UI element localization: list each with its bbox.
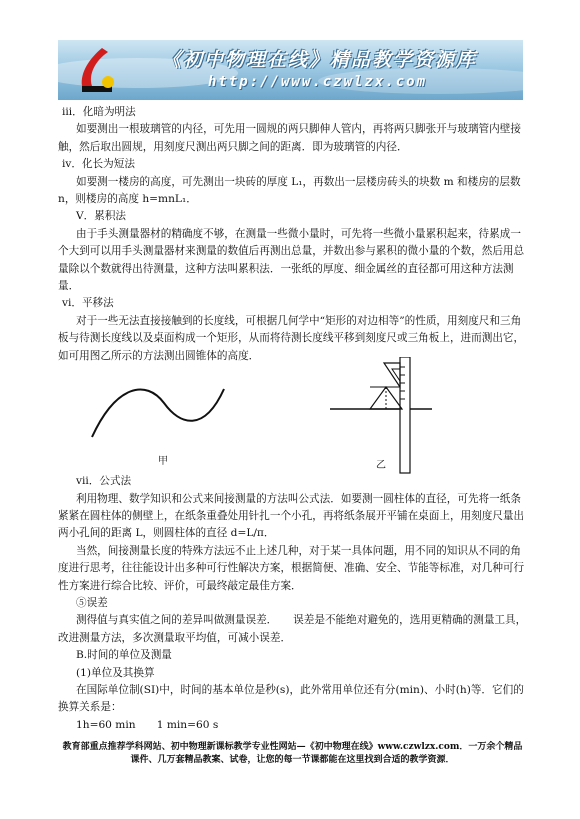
document-body (58, 104, 528, 734)
paragraph: 当然，间接测量长度的特殊方法远不止上述几种，对于某一具体问题，用不同的知识从不同的角度进行思考，往往能设计出多种可行性解决方案，根据简便、准确、安全、节能等标准，对几种可行性方案进行综合比较、评价，可最终敲定最佳方案． (58, 544, 525, 592)
figure-jia (88, 379, 228, 449)
paragraph: 如要测出一根玻璃管的内径，可先用一圆规的两只脚伸人管内，再将两只脚张开与玻璃管内壁接触，然后取出圆规，用刻度尺测出两只脚之间的距离．即为玻璃管的内径． (58, 123, 521, 153)
section-heading: vii．公式法 (76, 475, 132, 488)
section-heading: B.时间的单位及测量 (76, 649, 172, 662)
section-heading: V．累积法 (76, 210, 127, 223)
site-logo-icon (72, 46, 122, 96)
subsection-heading: (1)单位及其换算 (76, 666, 155, 679)
paragraph: 如要测一楼房的高度，可先测出一块砖的厚度 L₁，再数出一层楼房砖头的块数 m 和楼房的层数 n，则楼房的高度 h=mnL₁． (58, 175, 521, 206)
section-heading: ⑤误差 (76, 596, 108, 609)
banner-title: 《初中物理在线》精品教学资源库 (162, 49, 478, 71)
footer-line: 教育部重点推荐学科网站、初中物理新课标教学专业性网站—《初中物理在线》www.czwlzx.com．一万余个精品 (62, 742, 523, 752)
section-heading: iv．化长为短法 (62, 158, 135, 171)
figures (58, 365, 528, 473)
page-footer (40, 741, 545, 767)
figure-jia-label: 甲 (158, 456, 168, 468)
section-heading: vi．平移法 (62, 297, 114, 310)
paragraph: 对于一些无法直接接触到的长度线，可根据几何学中“矩形的对边相等”的性质，用刻度尺和三角板与待测长度线以及桌面构成一个矩形，从而将待测长度线平移到刻度尺或三角板上，进而测出它，如可用图乙所示的方法测出圆锥体的高度． (58, 314, 525, 362)
banner-url: http://www.czwlzx.com (208, 74, 428, 90)
formula: 1h=60 min 1 min=60 s (76, 718, 219, 731)
site-banner (58, 40, 523, 100)
figure-yi-label: 乙 (376, 460, 386, 472)
paragraph: 在国际单位制(SI)中，时间的基本单位是秒(s)，此外常用单位还有分(min)、小时(h)等．它们的换算关系是： (58, 683, 524, 714)
paragraph: 由于手头测量器材的精确度不够，在测量一些微小量时，可先将一些微小量累积起来，待累成一个大到可以用手头测量器材来测量的数值后再测出总量，并数出参与累积的微小量的个数，然后用总量除以个数就得出待测量，这种方法叫累积法．一张纸的厚度、细金属丝的直径都可用这种方法测量． (58, 227, 525, 293)
paragraph: 利用物理、数学知识和公式来间接测量的方法叫公式法．如要测一圆柱体的直径，可先将一纸条紧紧在圆柱体的侧壁上，在纸条重叠处用针扎一个小孔，再将纸条展开平铺在桌面上，用刻度尺量出两小孔间的距离 L，则圆柱体的直径 d=L/π． (58, 492, 525, 540)
footer-line: 课件、几万套精品教案、试卷，让您的每一节课都能在这里找到合适的教学资源． (130, 755, 455, 765)
section-heading: iii．化暗为明法 (62, 106, 136, 118)
paragraph: 测得值与真实值之间的差异叫做测量误差． 误差是不能绝对避免的，选用更精确的测量工具，改进测量方法，多次测量取平均值，可减小误差． (58, 614, 527, 644)
